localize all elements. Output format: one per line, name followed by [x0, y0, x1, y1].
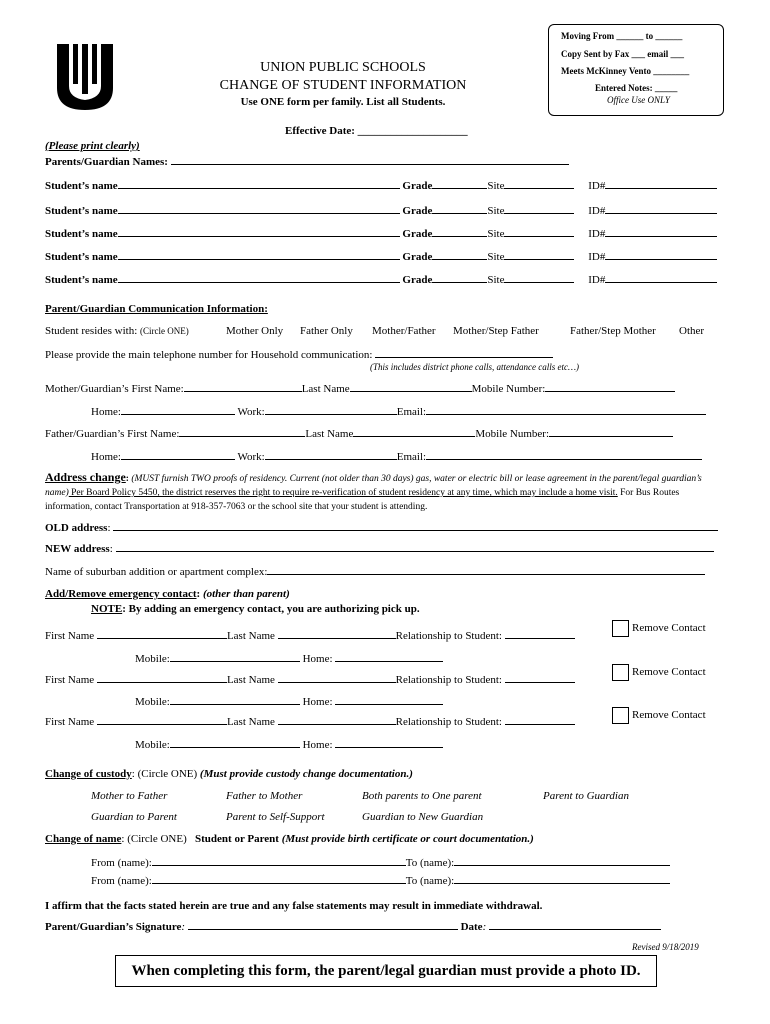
from-name-input[interactable]	[152, 873, 406, 884]
remove-contact-option[interactable]	[612, 620, 706, 637]
mother-mobile-label: Mobile Number:	[471, 383, 546, 395]
father-email-label: Email:	[396, 451, 427, 463]
option-father-only[interactable]: Father Only	[300, 325, 353, 337]
mother-name-row	[45, 381, 675, 395]
name-change-must-note: (Must provide birth certificate or court documentation.)	[281, 833, 534, 845]
mother-mobile-input[interactable]	[545, 381, 675, 392]
affirm-statement: I affirm that the facts stated herein are true and any false statements may result in immediate withdrawal.	[45, 900, 543, 912]
id-input[interactable]	[605, 226, 717, 237]
name-change-circle: : (Circle ONE)	[121, 833, 187, 845]
mobile-label: Mobile:	[135, 739, 170, 751]
home-label: Home:	[302, 653, 333, 665]
last-name-input[interactable]	[278, 672, 396, 683]
mother-home-label: Home:	[91, 406, 121, 418]
suburban-row	[45, 564, 705, 578]
student-name-label: Student’s name	[45, 205, 118, 217]
emergency-note-row	[91, 603, 420, 615]
father-last-input[interactable]	[353, 426, 475, 437]
phone-input[interactable]	[375, 347, 553, 358]
custody-heading-row	[45, 768, 413, 780]
date-label: Date	[460, 921, 483, 933]
remove-contact-checkbox[interactable]	[612, 664, 629, 681]
mother-first-label: Mother/Guardian’s First Name:	[45, 383, 184, 395]
bus-routes-note: For Bus Routes information, contact Transportation at 918-357-7063 or the school site that your student is attending.	[45, 488, 680, 512]
id-label: ID#	[588, 251, 606, 263]
phone-prompt: Please provide the main telephone number for Household communication:	[45, 349, 373, 361]
student-name-input[interactable]	[118, 178, 400, 189]
student-row	[45, 226, 717, 240]
name-change-row	[91, 873, 670, 887]
old-address-row: OLD address:	[45, 520, 718, 534]
print-clearly-note: (Please print clearly)	[45, 140, 140, 152]
site-label: Site	[487, 251, 505, 263]
from-name-label: From (name):	[91, 857, 152, 869]
last-name-input[interactable]	[278, 628, 396, 639]
revised-date: Revised 9/18/2019	[632, 942, 699, 952]
id-label: ID#	[588, 228, 606, 240]
to-name-label: To (name):	[405, 857, 455, 869]
option-mother-step-father[interactable]: Mother/Step Father	[453, 325, 539, 337]
relationship-label: Relationship to Student:	[395, 716, 502, 728]
custody-heading: Change of custody	[45, 768, 132, 780]
mother-last-input[interactable]	[350, 381, 472, 392]
old-address-label: OLD address	[45, 522, 108, 534]
suburban-label: Name of suburban addition or apartment complex:	[45, 566, 268, 578]
old-address-input[interactable]	[113, 520, 718, 531]
student-row	[45, 249, 717, 263]
to-name-input[interactable]	[454, 873, 670, 884]
date-input[interactable]	[489, 919, 661, 930]
option-father-step-mother[interactable]: Father/Step Mother	[570, 325, 656, 337]
remove-contact-checkbox[interactable]	[612, 707, 629, 724]
father-name-row	[45, 426, 673, 440]
site-input[interactable]	[504, 249, 574, 260]
emergency-note-label: NOTE	[91, 603, 123, 615]
father-home-label: Home:	[91, 451, 121, 463]
grade-label: Grade	[402, 251, 433, 263]
first-name-label: First Name	[45, 716, 95, 728]
last-name-label: Last Name	[226, 630, 275, 642]
emergency-contact-row	[45, 628, 575, 642]
relationship-input[interactable]	[505, 628, 575, 639]
student-row	[45, 178, 717, 192]
site-label: Site	[487, 274, 505, 286]
id-input[interactable]	[605, 272, 717, 283]
mobile-input[interactable]	[170, 694, 300, 705]
name-change-row	[91, 855, 670, 869]
phone-row	[45, 347, 553, 361]
home-input[interactable]	[335, 694, 443, 705]
id-label: ID#	[588, 274, 606, 286]
relationship-label: Relationship to Student:	[395, 630, 502, 642]
option-mother-only[interactable]: Mother Only	[226, 325, 284, 337]
mother-email-input[interactable]	[426, 404, 706, 415]
mckinney-text: Meets McKinney Vento ________	[561, 66, 690, 76]
remove-contact-option[interactable]	[612, 664, 706, 681]
site-input[interactable]	[504, 203, 574, 214]
page-title: CHANGE OF STUDENT INFORMATION	[219, 78, 467, 93]
home-input[interactable]	[335, 737, 443, 748]
first-name-input[interactable]	[97, 672, 227, 683]
custody-both-to-one[interactable]: Both parents to One parent	[362, 790, 482, 802]
student-row	[45, 203, 717, 217]
student-name-input[interactable]	[118, 272, 400, 283]
phone-note: (This includes district phone calls, attendance calls etc…)	[370, 362, 579, 372]
site-label: Site	[487, 180, 505, 192]
father-email-input[interactable]	[426, 449, 702, 460]
mother-last-label: Last Name	[301, 383, 350, 395]
home-label: Home:	[302, 739, 333, 751]
father-work-label: Work:	[237, 451, 265, 463]
entered-notes-text: Entered Notes: _____	[595, 83, 678, 93]
emergency-heading: Add/Remove emergency contact	[45, 588, 197, 600]
grade-input[interactable]	[432, 203, 487, 214]
option-mother-father[interactable]: Mother/Father	[372, 325, 436, 337]
grade-input[interactable]	[432, 226, 487, 237]
school-name: UNION PUBLIC SCHOOLS	[260, 60, 426, 75]
custody-mother-to-father[interactable]: Mother to Father	[91, 790, 168, 802]
emergency-note-text: : By adding an emergency contact, you are authorizing pick up.	[122, 603, 420, 615]
custody-circle: : (Circle ONE)	[131, 768, 200, 780]
remove-contact-option[interactable]	[612, 707, 706, 724]
grade-label: Grade	[402, 180, 433, 192]
student-name-label: Student’s name	[45, 228, 118, 240]
office-use-text: Office Use ONLY	[607, 95, 670, 105]
father-first-label: Father/Guardian’s First Name:	[45, 428, 180, 440]
id-label: ID#	[588, 180, 606, 192]
signature-label: Parent/Guardian’s Signature	[45, 921, 182, 933]
emergency-contact-row	[45, 714, 575, 728]
emergency-mobile-row	[135, 651, 443, 665]
mother-contact-row	[91, 404, 706, 418]
mother-home-input[interactable]	[121, 404, 235, 415]
address-change-paragraph	[45, 470, 725, 514]
emergency-contact-row	[45, 672, 575, 686]
resides-label: Student resides with:	[45, 325, 138, 337]
name-change-heading-row	[45, 833, 534, 845]
id-input[interactable]	[605, 249, 717, 260]
student-name-input[interactable]	[118, 249, 400, 260]
relationship-input[interactable]	[505, 672, 575, 683]
name-change-heading: Change of name	[45, 833, 122, 845]
name-change-options[interactable]: Student or Parent	[195, 833, 279, 845]
father-contact-row	[91, 449, 702, 463]
custody-guardian-to-parent[interactable]: Guardian to Parent	[91, 811, 177, 823]
student-name-input[interactable]	[118, 226, 400, 237]
photo-id-notice: When completing this form, the parent/legal guardian must provide a photo ID.	[115, 955, 657, 987]
mother-work-label: Work:	[237, 406, 265, 418]
home-label: Home:	[302, 696, 333, 708]
parents-names-label: Parents/Guardian Names:	[45, 156, 168, 168]
relationship-input[interactable]	[505, 714, 575, 725]
mother-work-input[interactable]	[265, 404, 397, 415]
mobile-input[interactable]	[170, 737, 300, 748]
address-change-heading: Address change	[45, 470, 126, 484]
home-input[interactable]	[335, 651, 443, 662]
student-row	[45, 272, 717, 286]
first-name-input[interactable]	[97, 628, 227, 639]
id-label: ID#	[588, 205, 606, 217]
mobile-label: Mobile:	[135, 653, 170, 665]
new-address-input[interactable]	[116, 541, 714, 552]
custody-must-note: (Must provide custody change documentation.)	[199, 768, 413, 780]
site-label: Site	[487, 228, 505, 240]
effective-date-field[interactable]: Effective Date: ____________________	[285, 125, 468, 137]
mobile-label: Mobile:	[135, 696, 170, 708]
father-first-input[interactable]	[179, 426, 305, 437]
grade-input[interactable]	[432, 249, 487, 260]
site-input[interactable]	[504, 272, 574, 283]
last-name-label: Last Name	[226, 674, 275, 686]
remove-contact-label: Remove Contact	[632, 622, 706, 635]
moving-from-text: Moving From ______ to ______	[561, 31, 683, 41]
communication-heading: Parent/Guardian Communication Information:	[45, 303, 268, 315]
custody-father-to-mother[interactable]: Father to Mother	[226, 790, 303, 802]
page-subtitle: Use ONE form per family. List all Students.	[240, 96, 446, 108]
grade-label: Grade	[402, 274, 433, 286]
student-name-label: Student’s name	[45, 180, 118, 192]
site-label: Site	[487, 205, 505, 217]
custody-guardian-to-new[interactable]: Guardian to New Guardian	[362, 811, 484, 823]
option-other[interactable]: Other	[679, 325, 705, 337]
id-input[interactable]	[605, 203, 717, 214]
to-name-input[interactable]	[454, 855, 670, 866]
first-name-label: First Name	[45, 674, 95, 686]
address-residency-note: (MUST furnish TWO proofs of residency. Current (not older than 30 days) gas, water or electric bill or lease agreement in the parent/legal guardian’s name)	[45, 474, 702, 498]
first-name-input[interactable]	[97, 714, 227, 725]
suburban-input[interactable]	[267, 564, 705, 575]
from-name-input[interactable]	[152, 855, 406, 866]
mobile-input[interactable]	[170, 651, 300, 662]
father-last-label: Last Name	[305, 428, 354, 440]
site-input[interactable]	[504, 226, 574, 237]
grade-label: Grade	[402, 228, 433, 240]
father-mobile-input[interactable]	[549, 426, 673, 437]
to-name-label: To (name):	[405, 875, 455, 887]
father-mobile-label: Mobile Number:	[475, 428, 550, 440]
remove-contact-label: Remove Contact	[632, 666, 706, 679]
parents-names-input[interactable]	[171, 154, 569, 165]
resides-with-row	[45, 325, 189, 337]
mother-first-input[interactable]	[184, 381, 302, 392]
student-name-label: Student’s name	[45, 251, 118, 263]
mother-email-label: Email:	[396, 406, 427, 418]
parents-names-row	[45, 154, 569, 168]
last-name-label: Last Name	[226, 716, 275, 728]
last-name-input[interactable]	[278, 714, 396, 725]
grade-input[interactable]	[432, 178, 487, 189]
father-work-input[interactable]	[265, 449, 397, 460]
grade-label: Grade	[402, 205, 433, 217]
grade-input[interactable]	[432, 272, 487, 283]
from-name-label: From (name):	[91, 875, 152, 887]
new-address-row: NEW address:	[45, 541, 714, 555]
emergency-other-than: (other than parent)	[202, 588, 290, 600]
student-name-label: Student’s name	[45, 274, 118, 286]
signature-input[interactable]	[188, 919, 458, 930]
custody-parent-to-self[interactable]: Parent to Self-Support	[226, 811, 325, 823]
address-colon: :	[125, 474, 129, 484]
address-policy-note: Per Board Policy 5450, the district reserves the right to require re-verification of student residency at any time, which may include a home visit.	[68, 488, 618, 498]
new-address-label: NEW address	[45, 543, 110, 555]
site-input[interactable]	[504, 178, 574, 189]
emergency-mobile-row	[135, 694, 443, 708]
father-home-input[interactable]	[121, 449, 235, 460]
relationship-label: Relationship to Student:	[395, 674, 502, 686]
emergency-heading-row: Add/Remove emergency contact: (other than parent)	[45, 588, 290, 600]
id-input[interactable]	[605, 178, 717, 189]
remove-contact-checkbox[interactable]	[612, 620, 629, 637]
first-name-label: First Name	[45, 630, 95, 642]
emergency-mobile-row	[135, 737, 443, 751]
student-name-input[interactable]	[118, 203, 400, 214]
signature-row: Parent/Guardian’s Signature: Date:	[45, 919, 661, 933]
copy-sent-text: Copy Sent by Fax ___ email ___	[561, 49, 685, 59]
custody-parent-to-guardian[interactable]: Parent to Guardian	[543, 790, 629, 802]
circle-one-note: (Circle ONE)	[140, 326, 189, 336]
remove-contact-label: Remove Contact	[632, 709, 706, 722]
